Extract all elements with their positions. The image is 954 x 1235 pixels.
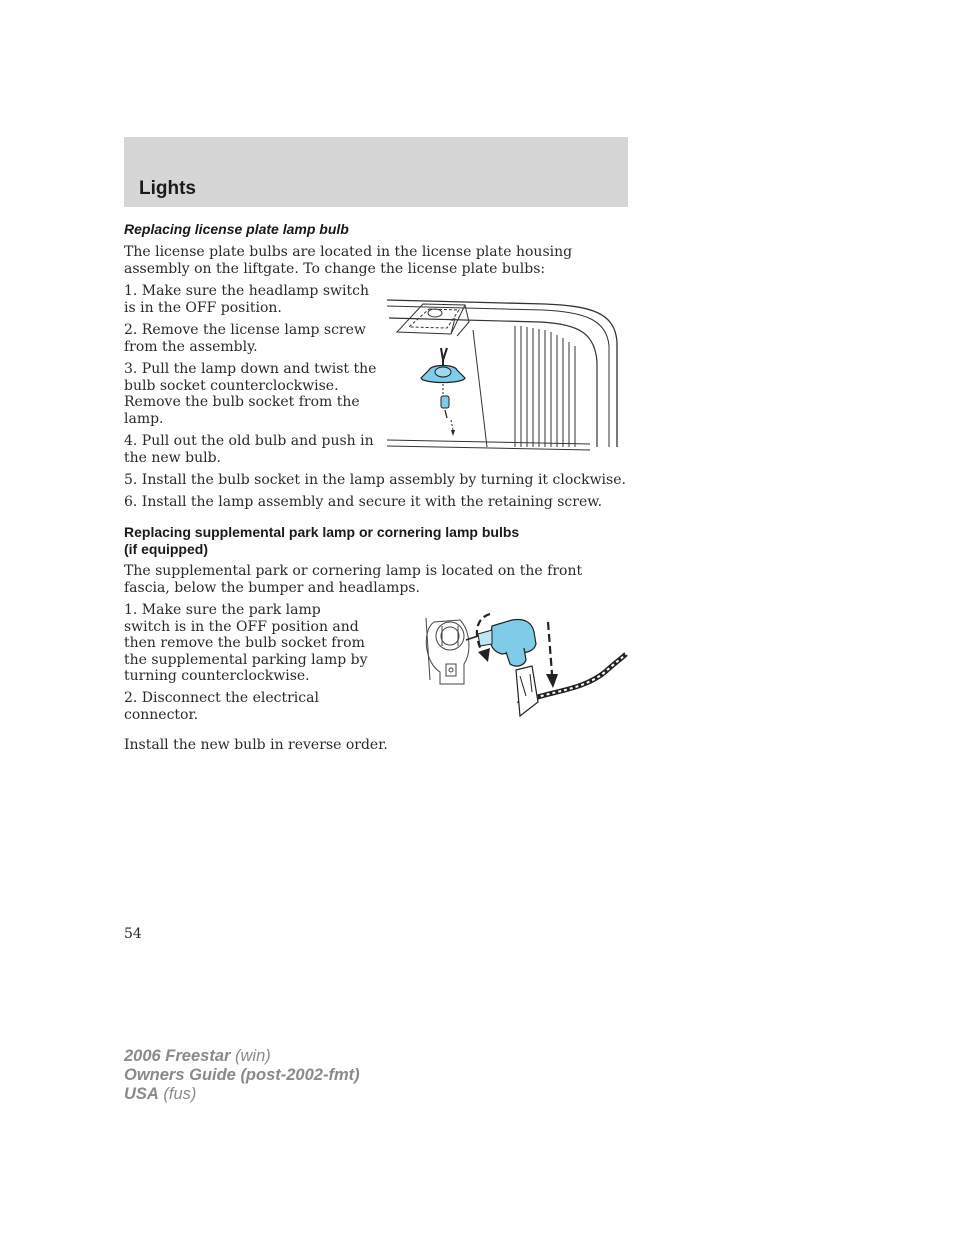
page-number: 54 [124, 926, 142, 942]
document-footer [124, 1047, 360, 1104]
section-header-band [124, 137, 628, 207]
footer-model: 2006 Freestar [124, 1047, 231, 1065]
footer-market: USA [124, 1085, 159, 1103]
license-lamp-heading: Replacing license plate lamp bulb [124, 221, 349, 237]
license-step-3: 3. Pull the lamp down and twist the bulb socket counterclockwise. Remove the bulb socket from the lamp. [124, 361, 377, 427]
license-step-4: 4. Pull out the old bulb and push in the new bulb. [124, 433, 374, 466]
license-plate-lamp-illustration [385, 282, 630, 452]
footer-model-code: (win) [230, 1047, 271, 1065]
park-lamp-intro: The supplemental park or cornering lamp is located on the front fascia, below the bumper and headlamps. [124, 563, 583, 596]
park-lamp-heading-line1: Replacing supplemental park lamp or cornering lamp bulbs [124, 524, 520, 540]
park-lamp-closing: Install the new bulb in reverse order. [124, 737, 388, 753]
section-title: Lights [139, 178, 196, 199]
license-lamp-intro: The license plate bulbs are located in the license plate housing assembly on the liftgate. To change the license plate bulbs: [124, 244, 573, 277]
license-step-2: 2. Remove the license lamp screw from the assembly. [124, 322, 366, 355]
park-step-2: 2. Disconnect the electrical connector. [124, 690, 319, 723]
footer-market-code: (fus) [158, 1085, 197, 1103]
park-lamp-heading-line2: (if equipped) [124, 541, 208, 557]
license-step-5: 5. Install the bulb socket in the lamp assembly by turning it clockwise. [124, 472, 626, 488]
park-lamp-illustration [420, 600, 630, 725]
license-step-1: 1. Make sure the headlamp switch is in the OFF position. [124, 283, 369, 316]
park-step-1: 1. Make sure the park lamp switch is in the OFF position and then remove the bulb socket from the supplemental parking lamp by turning counterclockwise. [124, 602, 368, 685]
footer-guide: Owners Guide (post-2002-fmt) [124, 1066, 360, 1084]
license-step-6: 6. Install the lamp assembly and secure it with the retaining screw. [124, 494, 603, 510]
